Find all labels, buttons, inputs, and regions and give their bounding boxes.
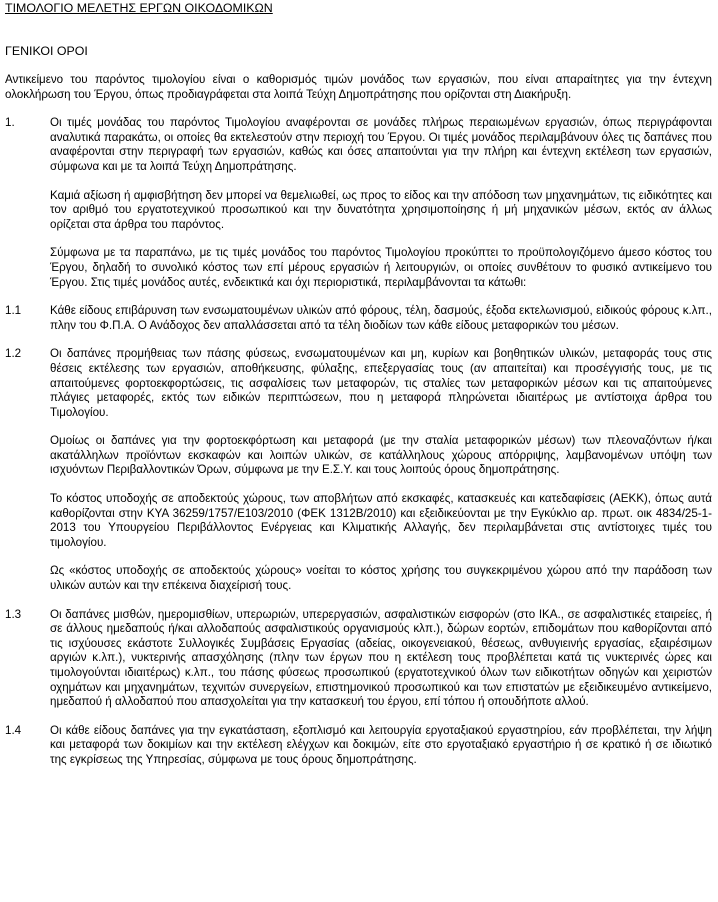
term-number: 1.2	[5, 347, 22, 361]
term-paragraph: Οι δαπάνες μισθών, ημερομισθίων, υπερωριών, υπερεργασιών, ασφαλιστικών εισφορών (στο ΙΚΑ., σε ασφαλιστικές εταιρείες, ή σε άλλους ημεδαπούς ή/και αλλοδαπούς ασφαλιστικούς οργανισμούς κλπ.), δώρων εορτών, επιδομάτων που καθορίζονται από τις ισχύουσες εκάστοτε Συλλογικές Συμβάσεις Εργασίας (αδείας, οικογενειακού, θέσεως, ανθυγιεινής εργασίας, εξαιρέσιμων αργιών κ.λπ.), νυκτερινής απασχόλησης (πλην των έργων που η εκτέλεση τους προβλέπεται κατά τις νυκτερινές ώρες και τιμολογούνται ιδιαιτέρως) κ.λπ., του πάσης φύσεως προσωπικού (εργατοτεχνικού όλων των ειδικοτήτων οδηγών και χειριστών οχημάτων και μηχανημάτων, τεχνιτών συνεργείων, επιστημονικού προσωπικού και των επιστατών με εξειδικευμένο αντικείμενο, ημεδαπού ή αλλοδαπού που απασχολείται για την κατασκευή του έργου, επί τόπου ή οπουδήποτε αλλού.	[50, 607, 712, 709]
section-heading: ΓΕΝΙΚΟΙ ΟΡΟΙ	[5, 44, 88, 58]
terms-list	[5, 116, 712, 767]
term-paragraph: Καμιά αξίωση ή αμφισβήτηση δεν μπορεί να θεμελιωθεί, ως προς το είδος και την απόδοση των μηχανημάτων, τις ειδικότητες και τον αριθμό του εργατοτεχνικού προσωπικού και την δυνατότητα χρησιμοποίησης ή μή μηχανικών μέσων, εκτός αν άλλως ορίζεται στα άρθρα του παρόντος.	[50, 188, 712, 231]
term-item	[5, 116, 712, 290]
term-paragraph: Ως «κόστος υποδοχής σε αποδεκτούς χώρους» νοείται το κόστος χρήσης του συγκεκριμένου χώρου από την παράδοση των υλικών αυτών και την επέκεινα διαχείρισή τους.	[50, 564, 712, 593]
term-paragraph: Οι δαπάνες προμήθειας των πάσης φύσεως, ενσωματουμένων και μη, κυρίων και βοηθητικών υλικών, μεταφοράς τους στις θέσεις εκτέλεσης των εργασιών, αποθήκευσης, φύλαξης, επεξεργασίας τους (αν απαιτείται) και προσέγγισής τους, με τις απαιτούμενες φορτοεκφορτώσεις, τις ασφαλίσεις των μεταφορών, τις σταλίες των μεταφορικών μέσων και τις απαιτούμενες πλάγιες μεταφορές, εκτός των ειδικών περιπτώσεων, που η μεταφορά πληρώνεται ιδιαιτέρως με αντίστοιχα άρθρα του Τιμολογίου.	[50, 347, 712, 419]
term-paragraph: Το κόστος υποδοχής σε αποδεκτούς χώρους, των αποβλήτων από εκσκαφές, κατασκευές και κατεδαφίσεις (ΑΕΚΚ), όπως αυτά καθορίζονται στην ΚΥΑ 36259/1757/Ε103/2010 (ΦΕΚ 1312Β/2010) και εξειδικεύονται με την Εγκύκλιο αρ. πρωτ. οικ 4834/25-1-2013 του Υπουργείου Περιβάλλοντος Ενέργειας και Κλιματικής Αλλαγής, δεν περιλαμβάνεται στις αντίστοιχες τιμές του τιμολογίου.	[50, 492, 712, 549]
term-body	[50, 304, 712, 333]
term-paragraph: Ομοίως οι δαπάνες για την φορτοεκφόρτωση και μεταφορά (με την σταλία μεταφορικών μέσων) των πλεοναζόντων ή/και ακατάλληλων προϊόντων εκσκαφών και λοιπών υλικών, σε κατάλληλους χώρους απόρριψης, λαμβανομένων υπόψη των ισχυόντων Περιβαλλοντικών Όρων, σύμφωνα με την Ε.Σ.Υ. και τους λοιπούς όρους δημοπράτησης.	[50, 434, 712, 477]
term-body	[50, 724, 712, 768]
term-number: 1.	[5, 116, 15, 130]
term-body	[50, 608, 712, 710]
term-item	[5, 347, 712, 593]
intro-paragraph: Αντικείμενο του παρόντος τιμολογίου είναι ο καθορισμός τιμών μονάδος των εργασιών, που είναι απαραίτητες για την έντεχνη ολοκλήρωση του Έργου, όπως προδιαγράφεται στα λοιπά Τεύχη Δημοπράτησης που ορίζονται στη Διακήρυξη.	[5, 73, 712, 101]
term-item	[5, 608, 712, 710]
document-title: ΤΙΜΟΛΟΓΙΟ ΜΕΛΕΤΗΣ ΕΡΓΩΝ ΟΙΚΟΔΟΜΙΚΩΝ	[5, 1, 273, 15]
term-paragraph: Σύμφωνα με τα παραπάνω, με τις τιμές μονάδος του παρόντος Τιμολογίου προκύπτει το προϋπολογιζόμενο άμεσο κόστος του Έργου, δηλαδή το συνολικό κόστος των επί μέρους εργασιών ή λειτουργιών, οι οποίες συνθέτουν το φυσικό αντικείμενο του Έργου. Στις τιμές μονάδος αυτές, ενδεικτικά και όχι περιοριστικά, περιλαμβάνονται τα κάτωθι:	[50, 246, 712, 289]
term-number: 1.1	[5, 304, 22, 318]
term-item	[5, 304, 712, 333]
term-number: 1.4	[5, 723, 22, 737]
term-body	[50, 116, 712, 290]
term-item	[5, 724, 712, 768]
term-paragraph: Οι τιμές μονάδας του παρόντος Τιμολογίου αναφέρονται σε μονάδες πλήρως περαιωμένων εργασιών, όπως περιγράφονται αναλυτικά παρακάτω, οι οποίες θα εκτελεστούν στην περιοχή του Έργου. Οι τιμές μονάδος περιλαμβάνουν όλες τις δαπάνες που αναφέρονται στην περιγραφή των εργασιών, καθώς και όσες απαιτούνται για την πλήρη και έντεχνη εκτέλεση των εργασιών, σύμφωνα και με τα λοιπά Τεύχη Δημοπράτησης.	[50, 116, 712, 173]
term-paragraph: Οι κάθε είδους δαπάνες για την εγκατάσταση, εξοπλισμό και λειτουργία εργοταξιακού εργαστηρίου, εάν προβλέπεται, την λήψη και μεταφορά των δοκιμίων και την εκτέλεση ελέγχων και δοκιμών, είτε στο εργοταξιακό εργαστήριο ή σε κρατικό ή σε ιδιωτικό της εγκρίσεως της Υπηρεσίας, σύμφωνα με τους όρους δημοπράτησης.	[50, 723, 712, 766]
term-paragraph: Κάθε είδους επιβάρυνση των ενσωματουμένων υλικών από φόρους, τέλη, δασμούς, έξοδα εκτελωνισμού, ειδικούς φόρους κ.λπ., πλην του Φ.Π.Α. Ο Ανάδοχος δεν απαλλάσσεται από τα τέλη διοδίων των κάθε είδους μεταφορικών του μέσων.	[50, 304, 712, 332]
term-number: 1.3	[5, 607, 22, 621]
term-body	[50, 347, 712, 593]
